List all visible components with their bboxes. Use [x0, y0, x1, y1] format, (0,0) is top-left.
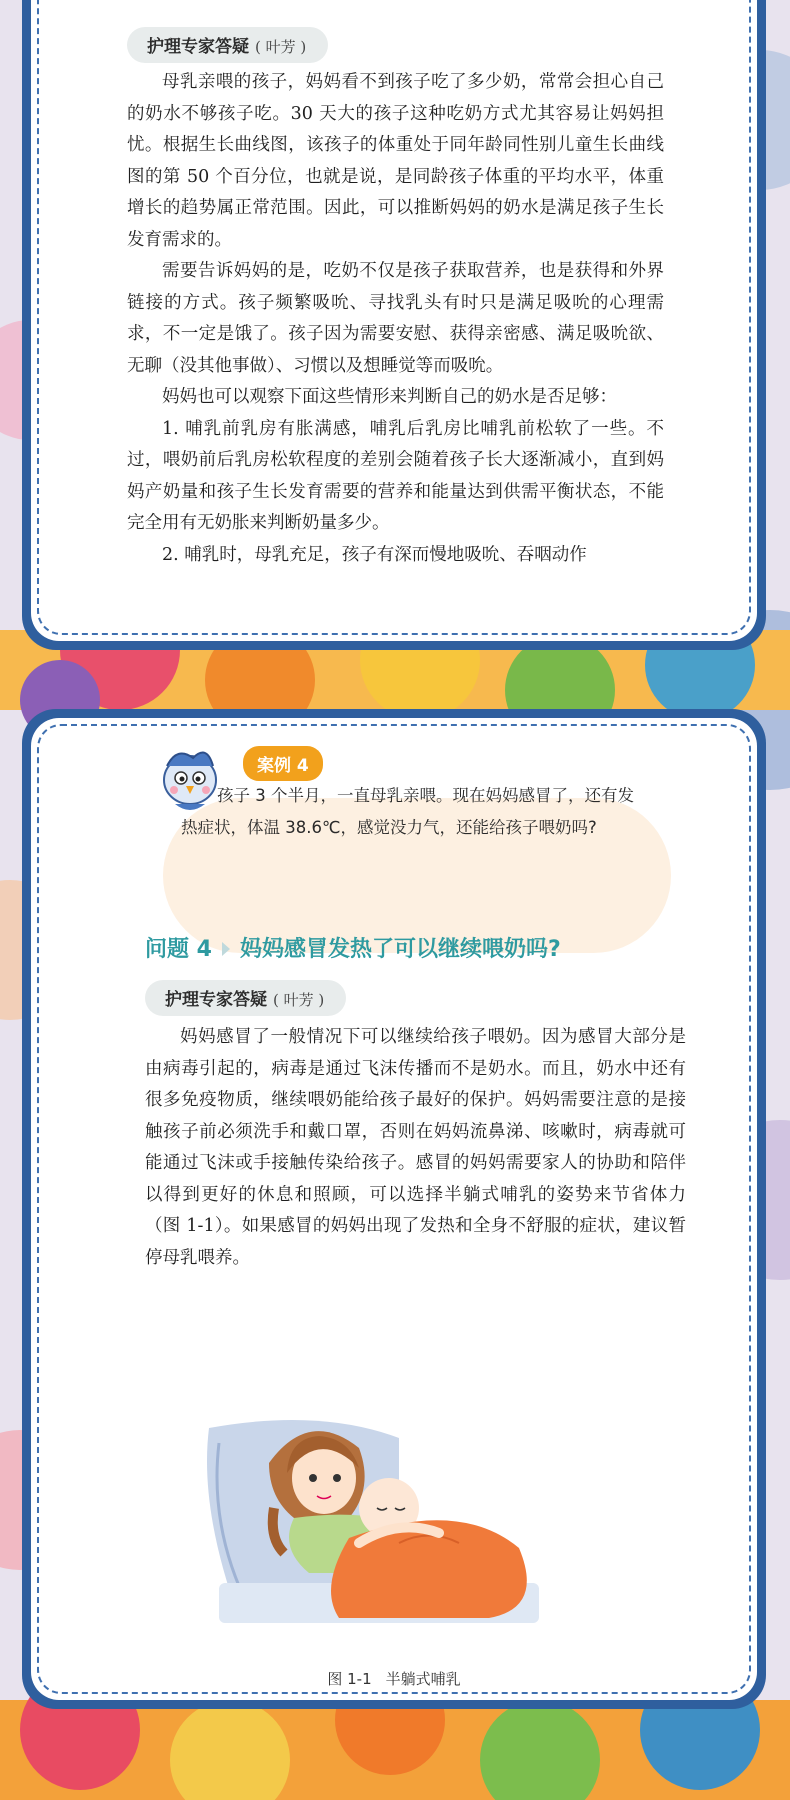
paragraph: 需要告诉妈妈的是，吃奶不仅是孩子获取营养，也是获得和外界链接的方式。孩子频繁吸吮、寻找乳头有时只是满足吸吮的心理需求，不一定是饿了。孩子因为需要安慰、获得亲密感、满足吸吮欲、无聊（没其他事做）、习惯以及想睡觉等而吸吮。	[127, 261, 664, 376]
content-card-bottom	[22, 709, 766, 1709]
expert-name: ( 叶芳 )	[273, 991, 325, 1009]
mother-breastfeeding-illustration	[199, 1368, 559, 1628]
case-description: 孩子 3 个半月，一直母乳亲喂。现在妈妈感冒了，还有发热症状，体温 38.6℃，感觉没力气，还能给孩子喂奶吗?	[181, 786, 634, 837]
figure-caption	[31, 1668, 757, 1689]
expert-label-text: 护理专家答疑	[147, 37, 249, 57]
expert-label-text: 护理专家答疑	[165, 990, 267, 1010]
paragraph: 母乳亲喂的孩子，妈妈看不到孩子吃了多少奶，常常会担心自己的奶水不够孩子吃。30 天大的孩子这种吃奶方式尤其容易让妈妈担忧。根据生长曲线图，该孩子的体重处于同年龄同性别儿童生长曲线图的第 50 个百分位，也就是说，是同龄孩子体重的平均水平，体重增长的趋势属正常范围。因此，可以推断妈妈的奶水是满足孩子生长发育需求的。	[127, 72, 664, 250]
case-tag: 案例 4	[243, 746, 323, 781]
answer-text-2	[145, 1022, 686, 1274]
expert-name: ( 叶芳 )	[255, 38, 307, 56]
content-card-top	[22, 0, 766, 650]
paragraph: 妈妈也可以观察下面这些情形来判断自己的奶水是否足够：	[162, 387, 617, 407]
expert-answer-label	[127, 27, 328, 63]
paragraph: 妈妈感冒了一般情况下可以继续给孩子喂奶。因为感冒大部分是由病毒引起的，病毒是通过飞沫传播而不是奶水。而且，奶水中还有很多免疫物质，继续喂奶能给孩子最好的保护。妈妈需要注意的是接触孩子前必须洗手和戴口罩，否则在妈妈流鼻涕、咳嗽时，病毒就可能通过飞沫或手接触传染给孩子。感冒的妈妈需要家人的协助和陪伴以得到更好的休息和照顾，可以选择半躺式哺乳的姿势来节省体力（图 1-1）。如果感冒的妈妈出现了发热和全身不舒服的症状，建议暂停母乳喂养。	[145, 1027, 686, 1268]
expert-answer-label	[145, 980, 346, 1016]
triangle-arrow-icon	[222, 942, 230, 956]
question-number: 问题 4	[145, 937, 212, 962]
figure-caption-text: 半躺式哺乳	[385, 1670, 461, 1688]
paragraph: 2. 哺乳时，母乳充足，孩子有深而慢地吸吮、吞咽动作	[162, 544, 587, 565]
case-text	[181, 780, 641, 844]
figure-number: 图 1-1	[327, 1670, 372, 1688]
question-title	[145, 932, 561, 963]
paragraph: 1. 哺乳前乳房有胀满感，哺乳后乳房比哺乳前松软了一些。不过，喂奶前后乳房松软程度的差别会随着孩子长大逐渐减小，直到妈妈产奶量和孩子生长发育需要的营养和能量达到供需平衡状态，不能完全用有无奶胀来判断奶量多少。	[127, 418, 664, 533]
answer-text-1	[127, 67, 664, 571]
question-text: 妈妈感冒发热了可以继续喂奶吗?	[239, 937, 561, 962]
